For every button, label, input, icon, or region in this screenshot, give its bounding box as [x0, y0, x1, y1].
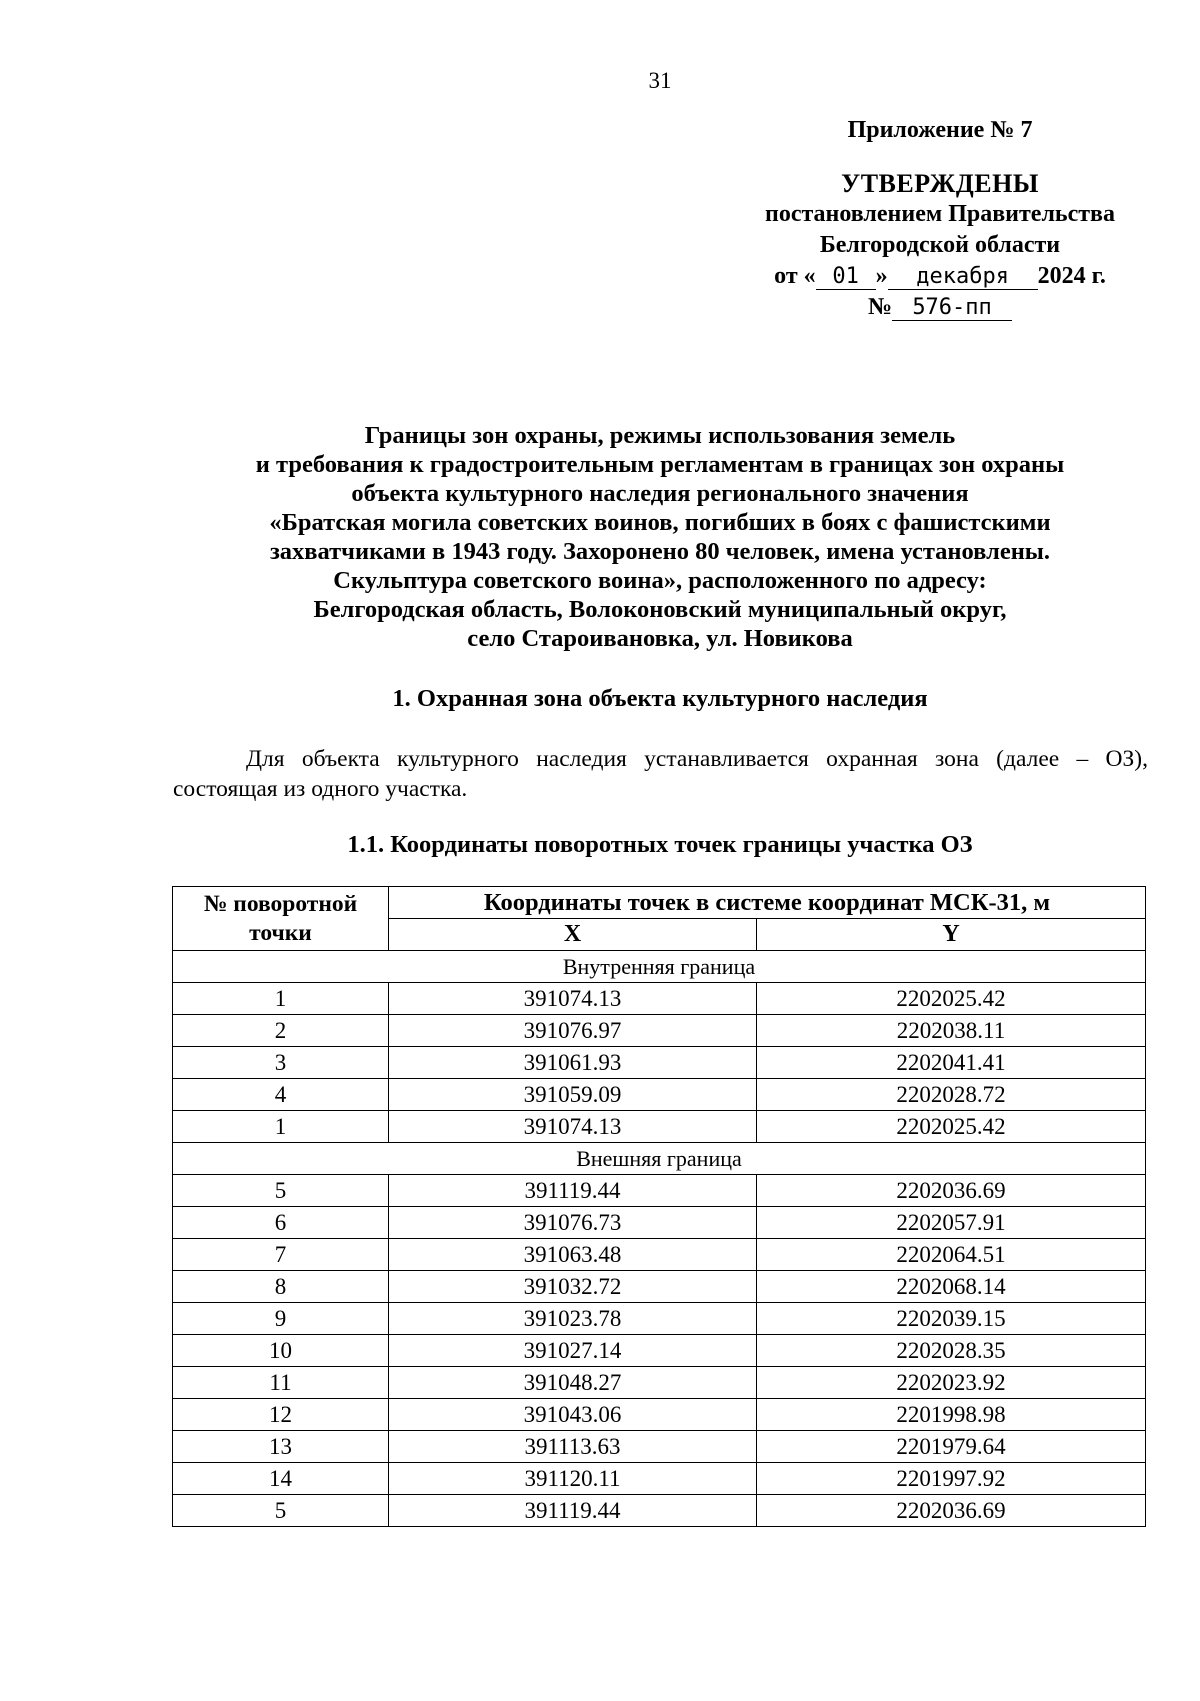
point-number-cell: 10 [173, 1335, 389, 1367]
date-month: декабря [888, 265, 1038, 290]
x-coordinate-cell: 391059.09 [389, 1079, 757, 1111]
x-coordinate-cell: 391043.06 [389, 1399, 757, 1431]
table-row [173, 1079, 1146, 1111]
section-title: 1. Охранная зона объекта культурного наследия [392, 685, 928, 712]
y-coordinate-cell: 2202068.14 [757, 1271, 1146, 1303]
title-line: захватчиками в 1943 году. Захоронено 80 человек, имена установлены. [269, 538, 1051, 565]
title-line: село Староивановка, ул. Новикова [467, 625, 853, 652]
x-coordinate-cell: 391023.78 [389, 1303, 757, 1335]
x-coordinate-cell: 391074.13 [389, 983, 757, 1015]
point-number-cell: 8 [173, 1271, 389, 1303]
y-coordinate-cell: 2202036.69 [757, 1175, 1146, 1207]
table-row [173, 1111, 1146, 1143]
title-line: «Братская могила советских воинов, погибших в боях с фашистскими [269, 509, 1051, 536]
table-row [173, 1239, 1146, 1271]
approved-heading: УТВЕРЖДЕНЫ [841, 169, 1039, 198]
y-coordinate-cell: 2201998.98 [757, 1399, 1146, 1431]
y-coordinate-cell: 2202036.69 [757, 1495, 1146, 1527]
table-body [173, 951, 1146, 1527]
y-coordinate-cell: 2202039.15 [757, 1303, 1146, 1335]
x-coordinate-cell: 391076.73 [389, 1207, 757, 1239]
approval-number [720, 292, 1160, 323]
table-group-row [173, 1143, 1146, 1175]
table-row [173, 1495, 1146, 1527]
header-point-number: № поворотной точки [173, 887, 389, 951]
x-coordinate-cell: 391063.48 [389, 1239, 757, 1271]
table-row [173, 1335, 1146, 1367]
x-coordinate-cell: 391032.72 [389, 1271, 757, 1303]
date-prefix: от « [774, 263, 816, 289]
table-row [173, 1047, 1146, 1079]
header-y: Y [757, 919, 1146, 951]
table-row [173, 1207, 1146, 1239]
approval-date [720, 261, 1160, 292]
title-line: объекта культурного наследия регионального значения [351, 480, 969, 507]
header-x: X [389, 919, 757, 951]
y-coordinate-cell: 2202038.11 [757, 1015, 1146, 1047]
y-coordinate-cell: 2202041.41 [757, 1047, 1146, 1079]
point-number-cell: 6 [173, 1207, 389, 1239]
number-prefix: № [867, 294, 893, 320]
table-group-row [173, 951, 1146, 983]
x-coordinate-cell: 391074.13 [389, 1111, 757, 1143]
subsection-title: 1.1. Координаты поворотных точек границы участка ОЗ [347, 831, 973, 858]
point-number-cell: 5 [173, 1495, 389, 1527]
title-line: Белгородская область, Волоконовский муниципальный округ, [313, 596, 1007, 623]
table-row [173, 1431, 1146, 1463]
annex-label: Приложение № 7 [847, 117, 1033, 143]
x-coordinate-cell: 391076.97 [389, 1015, 757, 1047]
point-number-cell: 13 [173, 1431, 389, 1463]
table-row [173, 1367, 1146, 1399]
x-coordinate-cell: 391119.44 [389, 1495, 757, 1527]
document-title [170, 421, 1150, 653]
table-row [173, 1271, 1146, 1303]
y-coordinate-cell: 2202025.42 [757, 1111, 1146, 1143]
x-coordinate-cell: 391061.93 [389, 1047, 757, 1079]
table-row [173, 1175, 1146, 1207]
table-row [173, 1399, 1146, 1431]
point-number-cell: 1 [173, 1111, 389, 1143]
title-line: и требования к градостроительным регламентам в границах зон охраны [255, 451, 1065, 478]
point-number-cell: 1 [173, 983, 389, 1015]
point-number-cell: 11 [173, 1367, 389, 1399]
table-row [173, 983, 1146, 1015]
table-row [173, 1015, 1146, 1047]
x-coordinate-cell: 391048.27 [389, 1367, 757, 1399]
table-row [173, 1303, 1146, 1335]
date-day: 01 [816, 265, 876, 290]
y-coordinate-cell: 2202028.72 [757, 1079, 1146, 1111]
section-paragraph: Для объекта культурного наследия устанавливается охранная зона (далее – ОЗ), состоящая из одного участка. [173, 746, 1148, 802]
table-row [173, 1463, 1146, 1495]
date-mid: » [875, 263, 888, 289]
y-coordinate-cell: 2201997.92 [757, 1463, 1146, 1495]
point-number-cell: 12 [173, 1399, 389, 1431]
decree-number: 576-пп [892, 296, 1012, 321]
title-line: Границы зон охраны, режимы использования земель [364, 422, 956, 449]
coordinates-table [172, 886, 1146, 1527]
approval-line-2: Белгородской области [819, 232, 1061, 258]
x-coordinate-cell: 391120.11 [389, 1463, 757, 1495]
title-line: Скульптура советского воина», расположенного по адресу: [333, 567, 987, 594]
y-coordinate-cell: 2202057.91 [757, 1207, 1146, 1239]
point-number-cell: 4 [173, 1079, 389, 1111]
point-number-cell: 14 [173, 1463, 389, 1495]
group-label: Внутренняя граница [173, 951, 1146, 983]
point-number-cell: 2 [173, 1015, 389, 1047]
approval-line-1: постановлением Правительства [764, 201, 1115, 227]
header-coordinate-system: Координаты точек в системе координат МСК-31, м [389, 887, 1146, 919]
page-number: 31 [648, 68, 672, 93]
y-coordinate-cell: 2202028.35 [757, 1335, 1146, 1367]
date-year: 2024 г. [1037, 263, 1106, 289]
point-number-cell: 5 [173, 1175, 389, 1207]
y-coordinate-cell: 2202064.51 [757, 1239, 1146, 1271]
y-coordinate-cell: 2202025.42 [757, 983, 1146, 1015]
point-number-cell: 7 [173, 1239, 389, 1271]
x-coordinate-cell: 391027.14 [389, 1335, 757, 1367]
point-number-cell: 3 [173, 1047, 389, 1079]
approval-block [720, 115, 1160, 323]
y-coordinate-cell: 2201979.64 [757, 1431, 1146, 1463]
point-number-cell: 9 [173, 1303, 389, 1335]
y-coordinate-cell: 2202023.92 [757, 1367, 1146, 1399]
x-coordinate-cell: 391119.44 [389, 1175, 757, 1207]
x-coordinate-cell: 391113.63 [389, 1431, 757, 1463]
group-label: Внешняя граница [173, 1143, 1146, 1175]
